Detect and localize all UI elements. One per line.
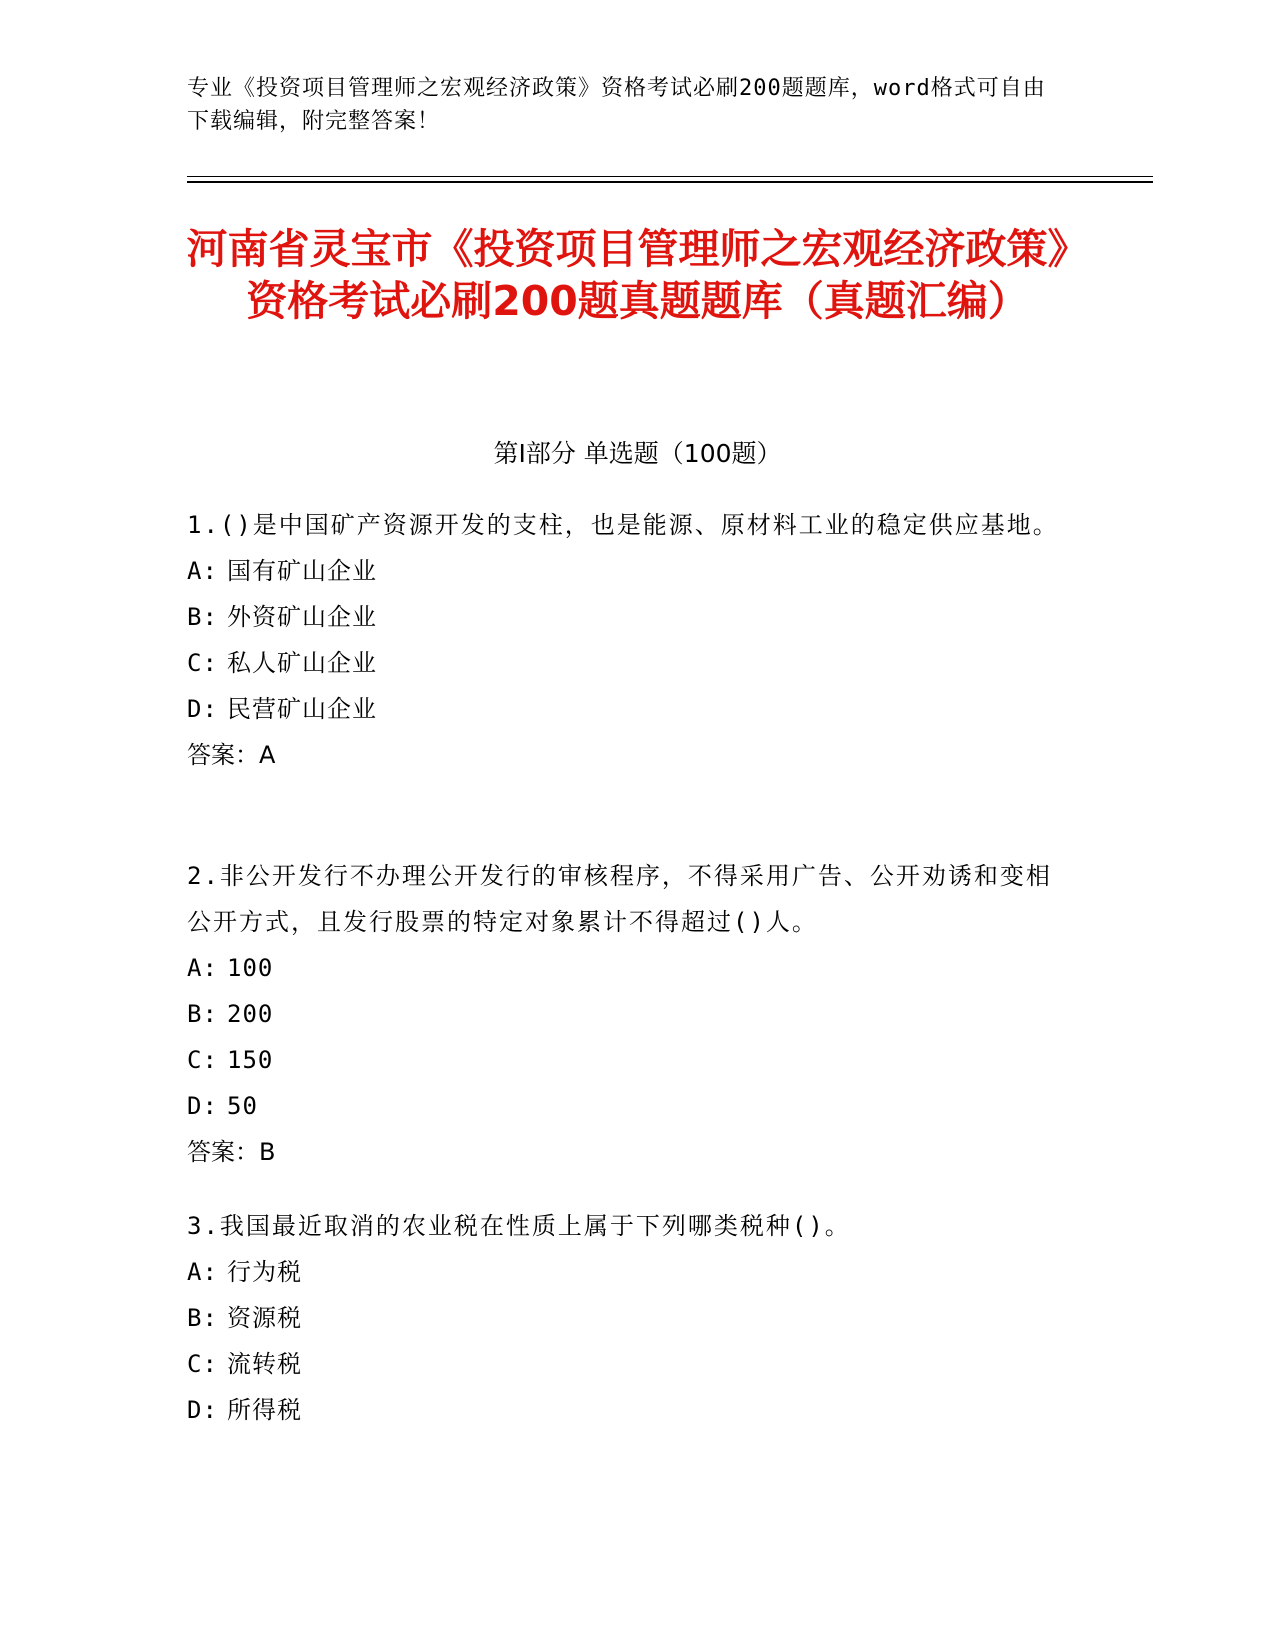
option-letter: D: [187,695,218,723]
option-letter: B: [187,1000,218,1028]
option-letter: B: [187,1304,218,1332]
option-b [187,1295,1067,1341]
question-3 [187,1203,1067,1433]
option-text: 民营矿山企业 [227,695,377,723]
question-stem: 1.()是中国矿产资源开发的支柱，也是能源、原材料工业的稳定供应基地。 [187,511,1059,539]
section-title: 第I部分 单选题（100题） [493,439,782,468]
option-d [187,1083,1067,1129]
option-letter: D: [187,1092,218,1120]
document-title: 河南省灵宝市《投资项目管理师之宏观经济政策》资格考试必刷200题真题题库（真题汇编） [186,225,1089,325]
option-a [187,945,1067,991]
option-letter: C: [187,1046,218,1074]
option-c [187,1341,1067,1387]
header-divider-thin [187,176,1153,177]
option-text: 100 [227,954,274,982]
option-text: 国有矿山企业 [227,557,377,585]
option-text: 50 [227,1092,258,1120]
option-a [187,548,1067,594]
option-letter: A: [187,557,218,585]
option-letter: A: [187,1258,218,1286]
question-2 [187,853,1067,1175]
option-text: 150 [227,1046,274,1074]
option-letter: C: [187,1350,218,1378]
option-letter: B: [187,603,218,631]
option-a [187,1249,1067,1295]
option-text: 流转税 [227,1350,302,1378]
answer-line: 答案：B [187,1138,276,1166]
option-d [187,686,1067,732]
option-letter: D: [187,1396,218,1424]
option-c [187,1037,1067,1083]
option-text: 私人矿山企业 [227,649,377,677]
option-b [187,991,1067,1037]
option-letter: C: [187,649,218,677]
option-text: 行为税 [227,1258,302,1286]
option-d [187,1387,1067,1433]
header-note: 专业《投资项目管理师之宏观经济政策》资格考试必刷200题题库，word格式可自由下载编辑，附完整答案！ [187,76,1046,134]
question-1 [187,502,1067,778]
question-stem: 3.我国最近取消的农业税在性质上属于下列哪类税种()。 [187,1212,851,1240]
header-divider-thick [187,181,1153,183]
option-c [187,640,1067,686]
option-text: 所得税 [227,1396,302,1424]
option-text: 200 [227,1000,274,1028]
answer-line: 答案：A [187,741,276,769]
option-text: 资源税 [227,1304,302,1332]
option-text: 外资矿山企业 [227,603,377,631]
option-letter: A: [187,954,218,982]
question-stem: 2.非公开发行不办理公开发行的审核程序，不得采用广告、公开劝诱和变相公开方式，且发行股票的特定对象累计不得超过()人。 [187,862,1052,936]
option-b [187,594,1067,640]
